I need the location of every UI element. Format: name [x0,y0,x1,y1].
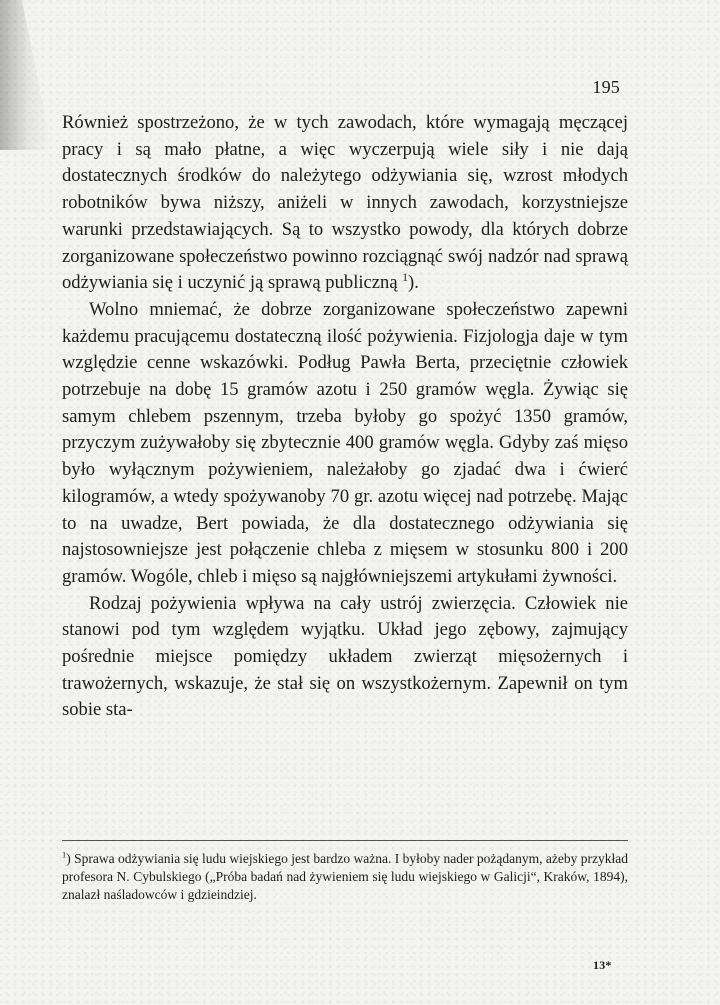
paragraph-1 [62,110,628,297]
paragraph-1-text: Również spostrzeżono, że w tych zawodach, które wymagają męczącej pracy i są mało płatne, a więc wyczerpują wiele siły i nie dają dostatecznych środków do należytego odżywiania się, wzrost młodych robotników bywa niższy, aniżeli w innych zawodach, korzystniejsze warunki przedstawiających. Są to wszystko powody, dla których dobrze zorganizowane społeczeństwo powinno rozciągnąć swój nadzór nad sprawą odżywiania się i uczynić ją sprawą publiczną [62,112,628,294]
footnote-text [62,850,628,904]
footnote [62,850,628,904]
paragraph-2: Wolno mniemać, że dobrze zorganizowane społeczeństwo zapewni każdemu pracującemu dostateczną ilość pożywienia. Fizjologja daje w tym względzie cenne wskazówki. Podług Pawła Berta, przeciętnie człowiek potrzebuje na dobę 15 gramów azotu i 250 gramów węgla. Żywiąc się samym chlebem pszennym, trzeba byłoby go spożyć 1350 gramów, przyczym zużywałoby się zbytecznie 400 gramów węgla. Gdyby zaś mięso było wyłącznym pożywieniem, należałoby go zjadać dwa i ćwierć kilogramów, a wtedy spożywanoby 70 gr. azotu więcej nad potrzebę. Mając to na uwadze, Bert powiada, że dla dostatecznego odżywiania się najstosowniejsze jest połączenie chleba z mięsem w stosunku 800 i 200 gramów. Wogóle, chleb i mięso są najgłówniejszemi artykułami żywności. [62,298,628,587]
paragraph-1-end: ). [408,272,419,294]
printer-signature: 13* [593,958,612,972]
footnote-marker: 1 [62,850,67,860]
scan-shadow [0,0,52,150]
footnote-divider [62,840,628,841]
footnote-reference: 1 [402,272,409,285]
page-number: 195 [592,77,620,97]
footnote-body: ) Sprawa odżywiania się ludu wiejskiego jest bardzo ważna. I byłoby nader pożądanym, ażeby przykład profesora N. Cybulskiego („Próba badań nad żywieniem się ludu wiejskiego w Galicji“, Kraków, 1894), znalazł naśladowców i gdzieindziej. [62,851,628,902]
paragraph-3: Rodzaj pożywienia wpływa na cały ustrój zwierzęcia. Człowiek nie stanowi pod tym względem wyjątku. Układ jego zębowy, zajmujący pośrednie miejsce pomiędzy układem zwierząt mięsożernych i trawożernych, wskazuje, że stał się on wszystkożernym. Zapewnił on tym sobie sta- [62,592,628,721]
main-text [62,110,628,724]
